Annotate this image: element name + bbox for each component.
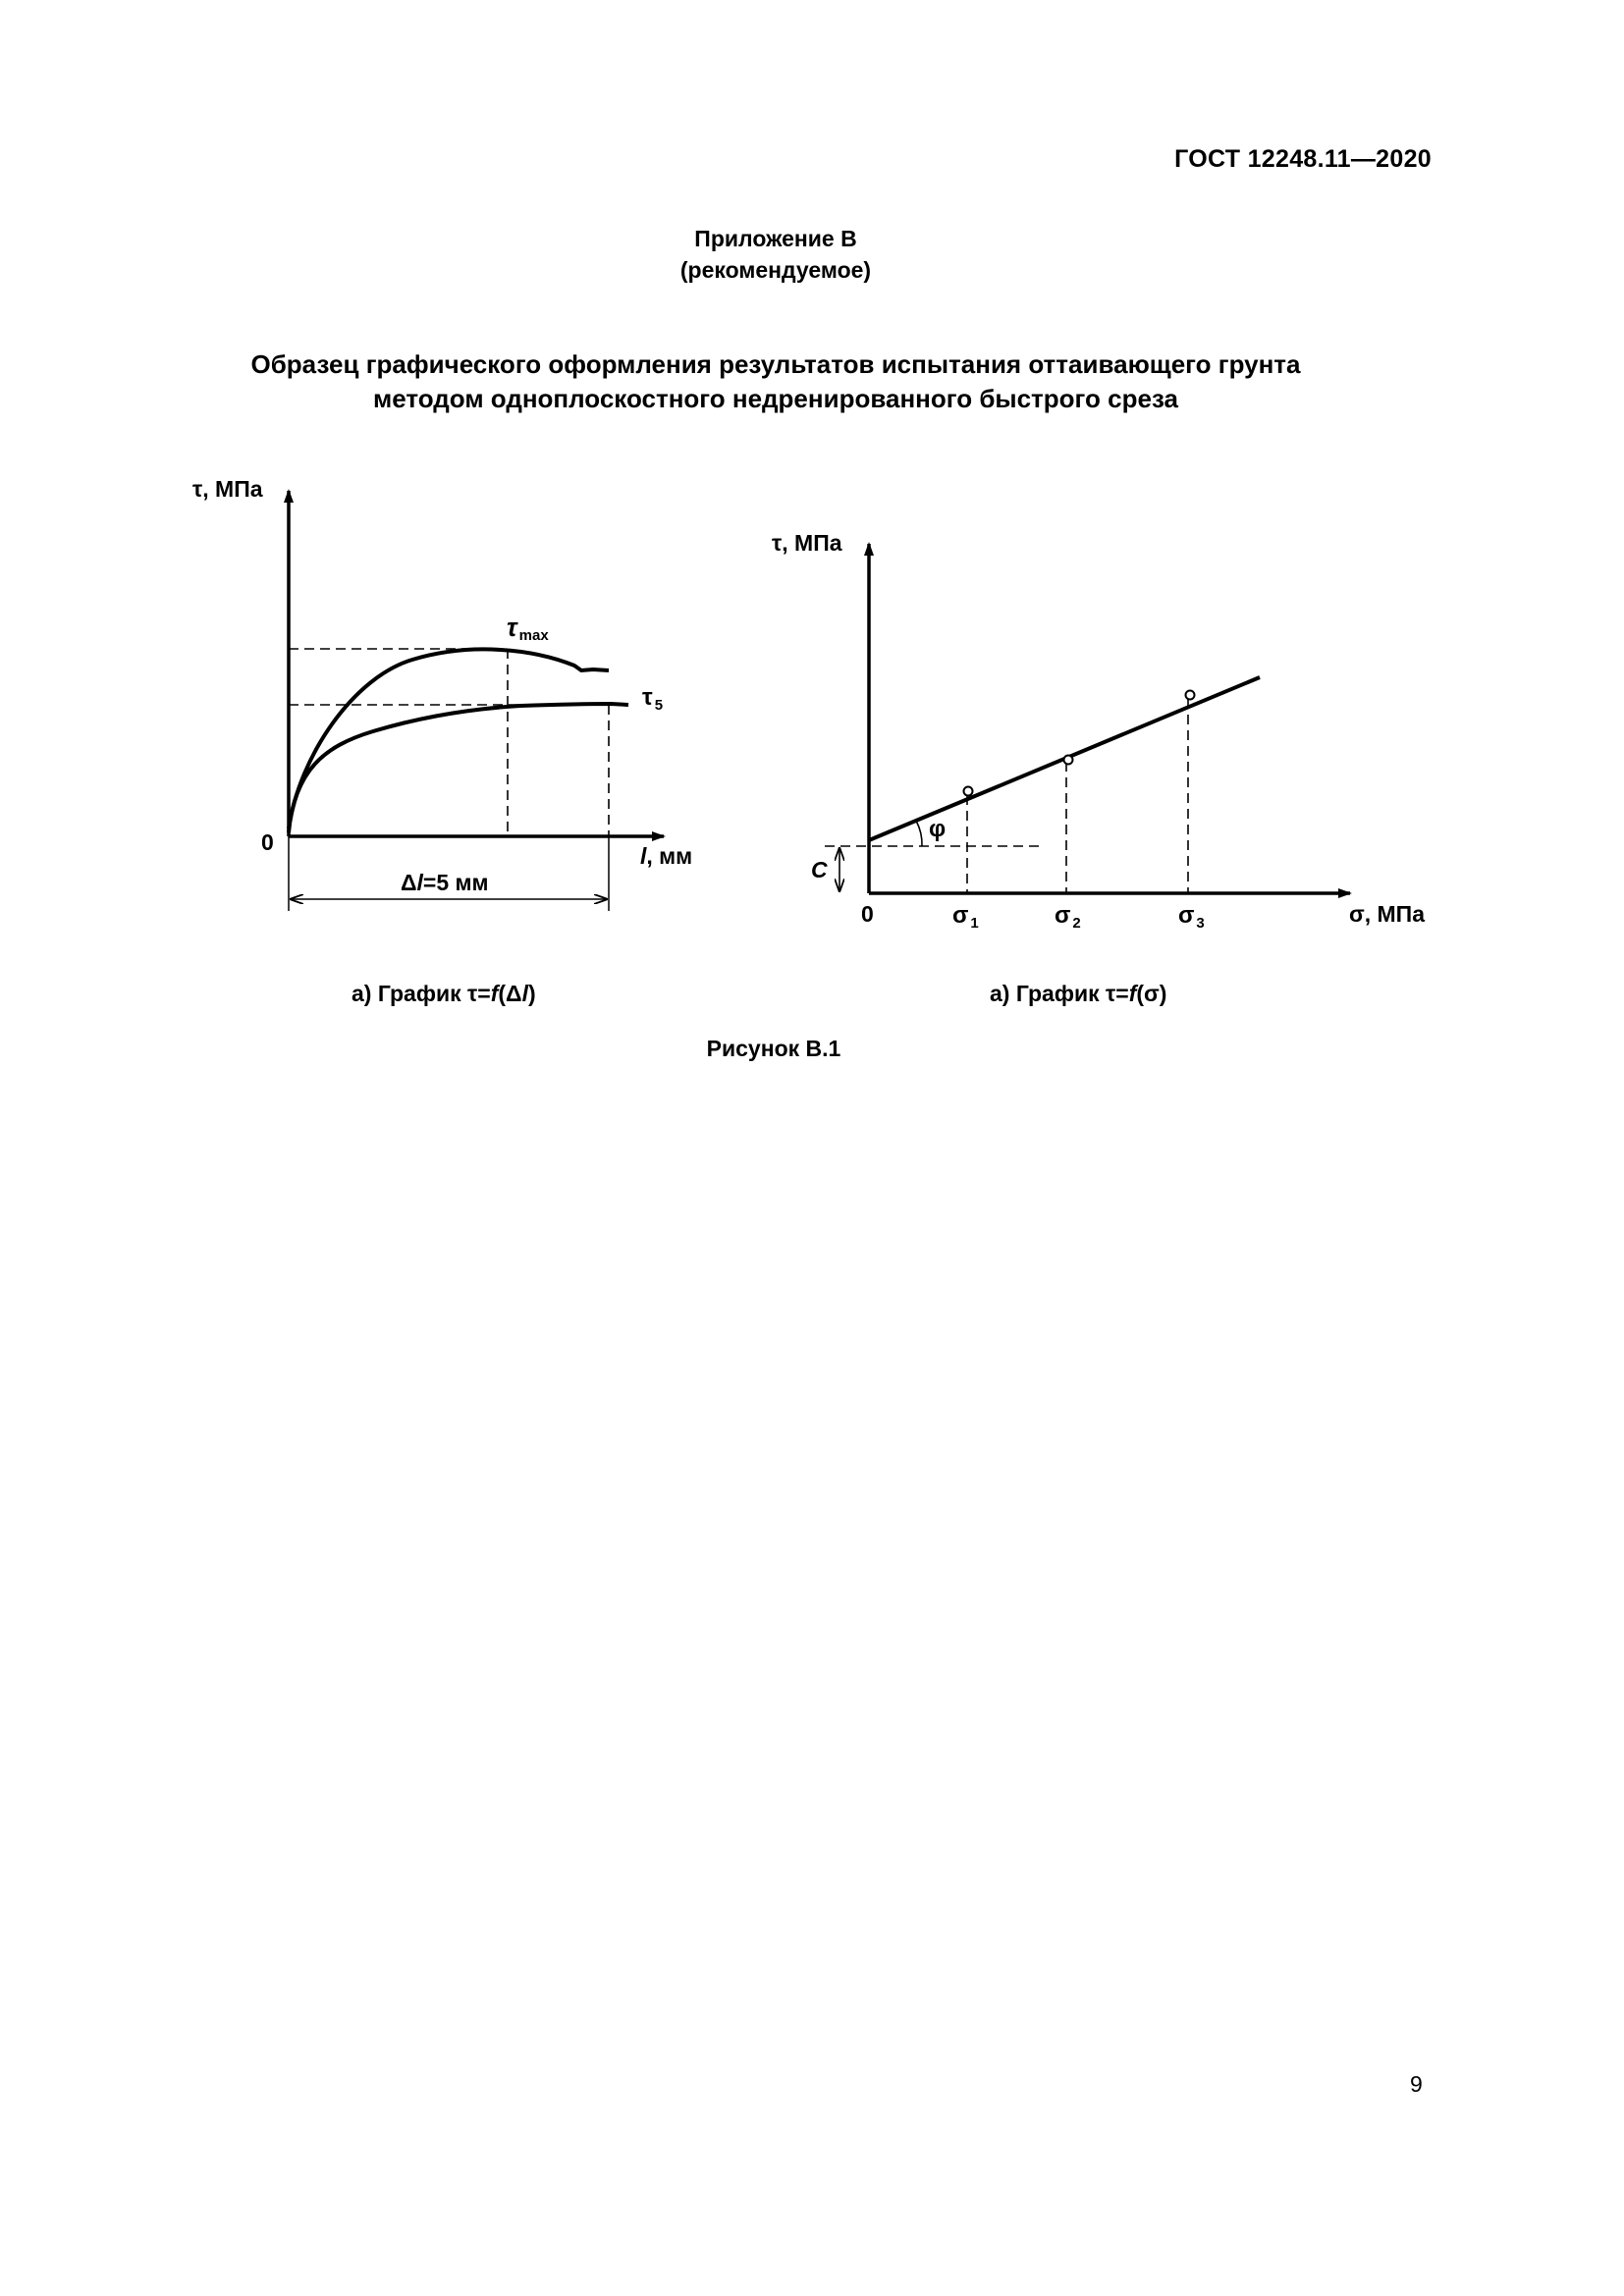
main-title-line-1: Образец графического оформления результатов испытания оттаивающего грунта [250,349,1301,379]
graph-a-x-axis-label: l, мм [640,843,693,869]
graph-b-origin-label: 0 [861,901,874,927]
graph-b [772,530,1425,932]
graph-a-delta-label: Δl=5 мм [401,870,489,895]
graph-b-point-sigma2 [1064,756,1073,765]
graph-a-tau-max-label: τmax [507,613,549,644]
graph-a-origin-label: 0 [261,829,274,855]
graph-a-y-axis-label: τ, МПа [192,476,263,502]
graph-b-point-sigma1 [964,787,973,796]
graph-b-phi-label: φ [929,816,947,842]
graph-b-sigma1-label: σ $_1$ [952,902,979,932]
graph-b-caption: а) График τ=f(σ) [990,981,1167,1006]
graph-b-phi-arc [916,821,922,846]
graph-b-x-axis-label: σ, МПа [1349,901,1425,927]
graph-b-y-axis-label: τ, МПа [772,530,842,556]
annex-subtitle: (рекомендуемое) [679,257,872,283]
graph-a-curve-tau-5 [289,704,628,832]
annex-title: Приложение В [694,226,857,251]
graph-b-sigma2-label: σ $_2$ [1055,902,1081,932]
main-title-line-2: методом одноплоскостного недренированного быстрого среза [373,384,1178,413]
graph-b-c-label: C [811,857,828,882]
page-number: 9 [1410,2071,1423,2097]
graph-b-point-sigma3 [1186,691,1195,700]
graph-a-curve-tau-max [289,649,609,828]
figure-caption: Рисунок В.1 [706,1036,841,1061]
graph-a-caption: а) График τ=f(Δl) [352,981,536,1006]
document-code: ГОСТ 12248.11—2020 [1174,145,1432,173]
graph-a-tau5-label: τ $_5$ [642,684,664,714]
graph-b-sigma3-label: σ $_3$ [1178,902,1205,932]
graph-a [192,476,692,911]
